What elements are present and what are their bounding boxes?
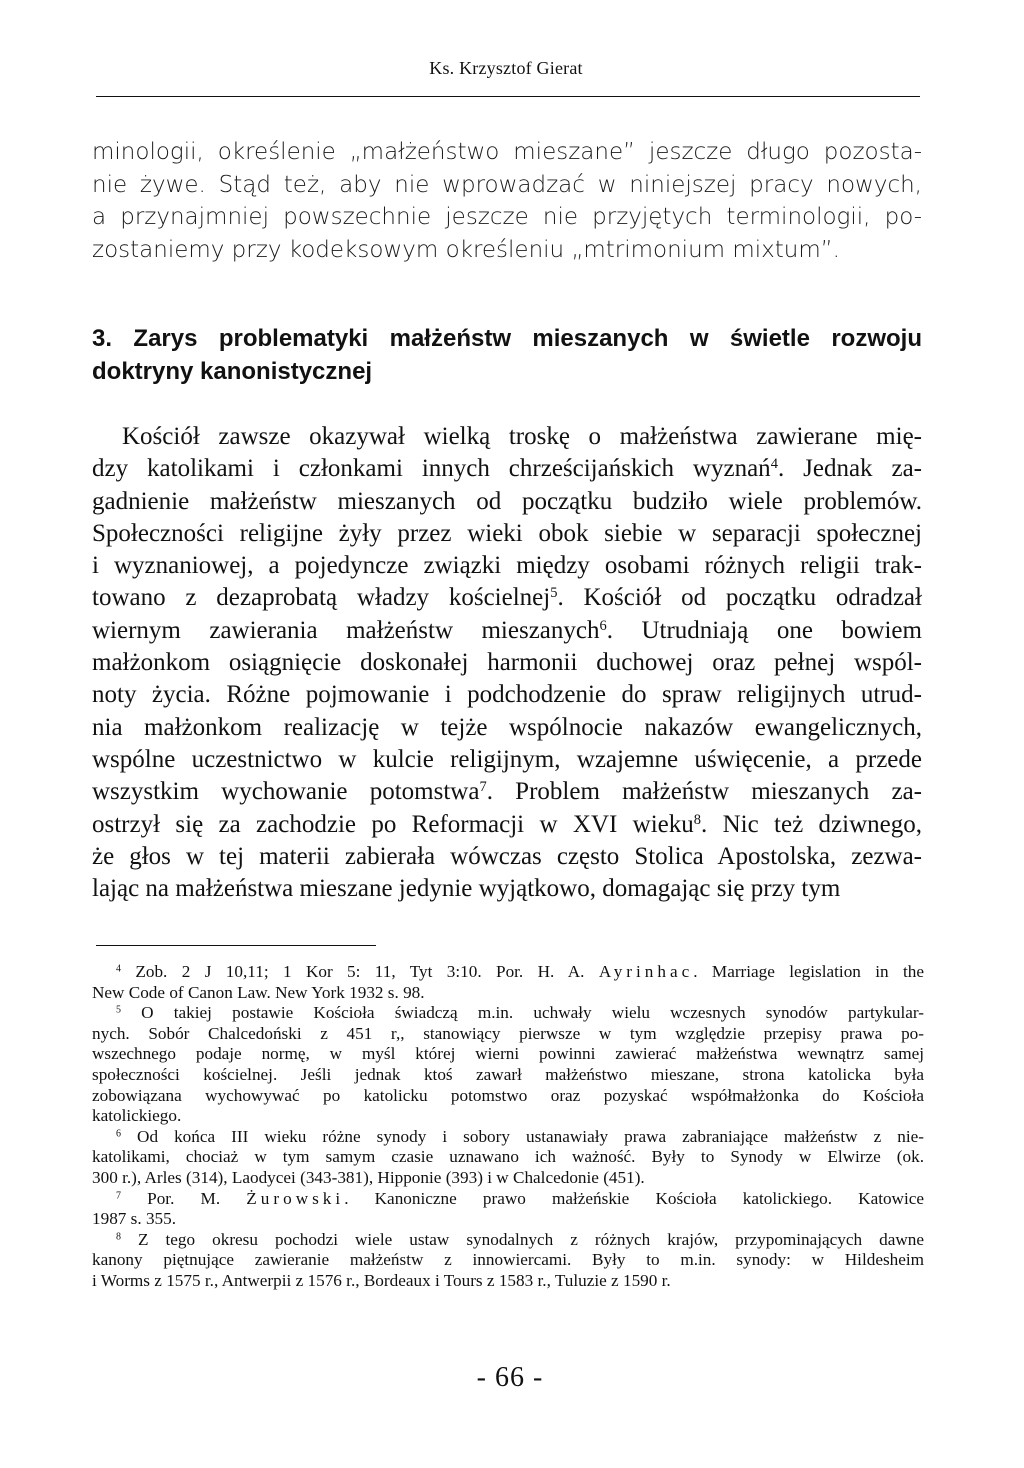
body-line [92,550,922,582]
footnote-line [92,1003,924,1024]
footnote [92,1003,924,1127]
body-text: towano z dezaprobatą władzy kościelnej [92,584,551,612]
body-text: małżonkom osiągnięcie doskonałej harmonii duchowej oraz pełnej wspól- [92,649,922,677]
footnote-text: Zob. 2 J 10,11; 1 Kor 5: 11, Tyt 3:10. Por. H. A. [135,962,599,981]
header-rule [96,96,920,97]
body-text: . Nic też dziwnego, [701,810,922,838]
footnote-text: Od końca III wieku różne synody i sobory ustanawiały prawa zabraniające małżeństw z nie- [137,1126,924,1146]
footnote-text: nych. Sobór Chalcedoński z 451 r,, stanowiący pierwsze w tym względzie przepisy prawa po- [92,1023,924,1043]
footnote-text: 1987 s. 355. [92,1209,177,1229]
footnote-line [92,1168,924,1189]
footnote-line [92,1024,924,1045]
body-text: Społeczności religijne żyły przez wieki obok siebie w separacji społecznej [92,519,922,547]
footnote-author: Ayrinhac [598,962,694,981]
footnote-line [92,1127,924,1148]
footnote-text: O takiej postawie Kościoła świadczą m.in. uchwały wielu wczesnych synodów partykular- [141,1003,925,1023]
footnote-text: społeczności kościelnej. Jeśli jednak ktoś zawarł małżeństwo mieszane, strona katolicka była [92,1064,924,1084]
footnote-text: Por. M. [147,1188,247,1208]
body-text: . Problem małżeństw mieszanych za- [486,778,922,806]
footnote-line [92,1230,924,1251]
intro-line: nie żywe. Stąd też, aby nie wprowadzać w niniejszej pracy nowych, [92,171,922,198]
body-text: lając na małżeństwa mieszane jedynie wyjątkowo, domagając się przy tym [92,875,841,903]
section-body-paragraph [92,421,922,905]
body-line [92,582,922,614]
body-line [92,421,922,453]
page-number: - 66 - [476,1362,544,1393]
body-line [92,518,922,550]
body-text: dzy katolikami i członkami innych chrześcijańskich wyznań [92,455,771,483]
heading-line: 3. Zarys problematyki małżeństw mieszanych w świetle rozwoju [92,325,922,352]
footnote-text: New Code of Canon Law. New York 1932 s. 98. [92,982,425,1002]
body-text: Kościół zawsze okazywał wielką troskę o małżeństwa zawierane mię- [122,423,922,450]
body-text: ostrzył się za zachodzie po Reformacji w XVI wieku [92,810,694,838]
footnote-line [92,1250,924,1271]
body-text: wszystkim wychowanie potomstwa [92,778,480,806]
footnote-line [92,1147,924,1168]
body-text: noty życia. Różne pojmowanie i podchodzenie do spraw religijnych utrud- [92,681,922,709]
body-line [92,615,922,647]
footnote-rule [96,945,376,946]
body-text: . Utrudniają one bowiem [606,616,922,644]
footnote-ref: 6 [599,617,607,634]
body-text: że głos w tej materii zabierała wówczas często Stolica Apostolska, zezwa- [92,842,922,870]
section-heading [92,322,922,388]
footnote-line [92,983,924,1004]
footnote-text: 300 r.), Arles (314), Laodycei (343-381), Hipponie (393) i w Chalcedonie (451). [92,1167,645,1187]
footnote-line [92,1044,924,1065]
body-line [92,679,922,711]
footnote-ref: 4 [770,456,778,473]
running-header: Ks. Krzysztof Gierat [429,58,583,78]
body-text: wiernym zawierania małżeństw mieszanych [92,616,600,644]
footnote-line [92,962,924,983]
footnote-line [92,1271,924,1292]
body-text: i wyznaniowej, a pojedyncze związki między osobami różnych religii trak- [92,552,922,580]
body-text: nia małżonkom realizację w tejże wspólnocie nakazów ewangelicznych, [92,713,922,741]
body-text: . Kościół od początku odradzał [557,584,922,612]
footnote [92,962,924,1003]
footnote-number: 8 [116,1231,121,1243]
intro-line: minologii, określenie „małżeństwo mieszane” jeszcze długo pozosta- [92,139,922,165]
body-text: wspólne uczestnictwo w kulcie religijnym, wzajemne uświęcenie, a przede [92,745,922,773]
footnote-number: 4 [116,963,121,975]
footnote-text: katolikami, chociaż w tym samym czasie uznawano ich ważność. Były to Synody w Elwirze (ok. [92,1147,924,1167]
footnote-number: 5 [116,1004,121,1016]
footnotes [92,962,924,1292]
footnote [92,1189,924,1230]
body-text: . Jednak za- [777,455,922,483]
footnote-text: wszechnego podaje normę, w myśl której wierni powinni zawierać małżeństwa wewnątrz samej [92,1044,924,1064]
footnote-ref: 8 [693,811,702,828]
footnote-text: i Worms z 1575 r., Antwerpii z 1576 r., Bordeaux i Tours z 1583 r., Tuluzie z 1590 r. [92,1270,671,1290]
footnote-author: Żurowski [246,1188,345,1208]
body-line [92,712,922,744]
intro-paragraph [92,136,922,266]
footnote-ref: 5 [550,585,558,602]
intro-line: a przynajmniej powszechnie jeszcze nie przyjętych terminologii, po- [92,204,922,231]
body-line [92,647,922,679]
body-line [92,486,922,518]
footnote-text: Z tego okresu pochodzi wiele ustaw synodalnych z różnych krajów, przypominających dawne [138,1229,925,1249]
footnote-number: 7 [116,1190,121,1202]
footnote-number: 6 [116,1128,121,1140]
body-line [92,744,922,776]
body-text: gadnienie małżeństw mieszanych od początku budziło wiele problemów. [92,487,922,515]
body-line [92,841,922,873]
footnote [92,1230,924,1292]
footnote-text: . Kanoniczne prawo małżeńskie Kościoła katolickiego. Katowice [344,1188,925,1208]
body-line [92,776,922,808]
body-line [92,453,922,485]
footnote-text: zobowiązana wychowywać po katolicku potomstwo oraz pozyskać współmałżonka do Kościoła [92,1085,924,1105]
footnote-line [92,1189,924,1210]
footnote-line [92,1106,924,1127]
footnote-line [92,1209,924,1230]
footnote-text: kanony piętnujące zawieranie małżeństw z innowiercami. Były to m.in. synody: w Hildesheim [92,1250,924,1270]
footnote-line [92,1065,924,1086]
footnote-text: katolickiego. [92,1106,182,1126]
heading-line: doktryny kanonistycznej [92,358,373,385]
intro-line: zostaniemy przy kodeksowym określeniu „mtrimonium mixtum”. [92,236,840,263]
body-line [92,809,922,841]
footnote [92,1127,924,1189]
footnote-text: . Marriage legislation in the [693,962,925,981]
footnote-ref: 7 [479,779,487,796]
body-line [92,873,922,905]
footnote-line [92,1086,924,1107]
